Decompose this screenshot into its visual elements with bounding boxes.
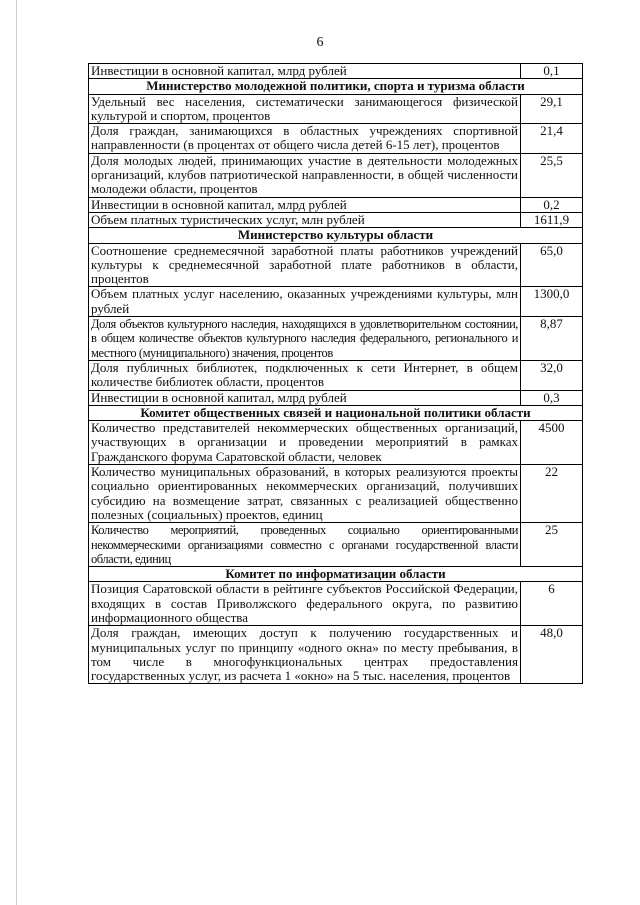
indicator-description: Доля граждан, занимающихся в областных учреждениях спортивной направленности (в процентах от общего числа детей 6-15 лет), процентов <box>89 124 521 154</box>
table-row <box>89 421 583 465</box>
indicators-table <box>88 63 583 684</box>
indicator-description: Инвестиции в основной капитал, млрд рублей <box>89 197 521 212</box>
indicator-value: 1300,0 <box>521 287 583 317</box>
indicator-value: 0,3 <box>521 390 583 405</box>
indicator-value: 1611,9 <box>521 212 583 227</box>
indicator-description: Количество муниципальных образований, в которых реализуются проекты социально ориентированных некоммерческих организаций, получивших субсидию на возмещение затрат, связанных с реализацией общественно полезных (социальных) проектов, единиц <box>89 465 521 523</box>
section-title: Комитет общественных связей и национальной политики области <box>89 405 583 420</box>
table-row <box>89 197 583 212</box>
table-row <box>89 212 583 227</box>
table-row <box>89 523 583 567</box>
section-header-row <box>89 405 583 420</box>
indicator-value: 25 <box>521 523 583 567</box>
table-row <box>89 582 583 626</box>
table-row <box>89 243 583 287</box>
table-row <box>89 465 583 523</box>
table-row <box>89 153 583 197</box>
indicator-value: 4500 <box>521 421 583 465</box>
table-row <box>89 287 583 317</box>
section-title: Министерство молодежной политики, спорта и туризма области <box>89 79 583 94</box>
indicator-description: Объем платных услуг населению, оказанных учреждениями культуры, млн рублей <box>89 287 521 317</box>
indicator-value: 65,0 <box>521 243 583 287</box>
section-header-row <box>89 79 583 94</box>
indicator-value: 25,5 <box>521 153 583 197</box>
indicator-value: 8,87 <box>521 317 583 361</box>
table-row <box>89 94 583 124</box>
indicator-description: Доля молодых людей, принимающих участие в деятельности молодежных организаций, клубов патриотической направленности, в общей численности молодежи области, процентов <box>89 153 521 197</box>
indicator-description: Позиция Саратовской области в рейтинге субъектов Российской Федерации, входящих в состав Приволжского федерального округа, по развитию информационного общества <box>89 582 521 626</box>
table-row <box>89 124 583 154</box>
section-header-row <box>89 567 583 582</box>
indicator-description: Удельный вес населения, систематически занимающегося физической культурой и спортом, процентов <box>89 94 521 124</box>
indicator-value: 32,0 <box>521 360 583 390</box>
table-row <box>89 626 583 684</box>
table-row <box>89 360 583 390</box>
indicator-value: 6 <box>521 582 583 626</box>
indicator-description: Доля объектов культурного наследия, находящихся в удовлетворительном состоянии, в общем количестве объектов культурного наследия федерального, регионального и местного (муниципального) значения, процентов <box>89 317 521 361</box>
indicator-description: Инвестиции в основной капитал, млрд рублей <box>89 64 521 79</box>
indicator-value: 0,1 <box>521 64 583 79</box>
indicator-description: Количество представителей некоммерческих общественных организаций, участвующих в организации и проведении мероприятий в рамках Гражданского форума Саратовской области, человек <box>89 421 521 465</box>
table-row <box>89 390 583 405</box>
section-title: Министерство культуры области <box>89 228 583 243</box>
table-row <box>89 317 583 361</box>
indicator-description: Доля граждан, имеющих доступ к получению государственных и муниципальных услуг по принципу «одного окна» по месту пребывания, в том числе в многофункциональных центрах предоставления государственных услуг, из расчета 1 «окно» на 5 тыс. населения, процентов <box>89 626 521 684</box>
section-header-row <box>89 228 583 243</box>
indicator-description: Объем платных туристических услуг, млн рублей <box>89 212 521 227</box>
table-row <box>89 64 583 79</box>
indicator-description: Доля публичных библиотек, подключенных к сети Интернет, в общем количестве библиотек области, процентов <box>89 360 521 390</box>
indicator-description: Инвестиции в основной капитал, млрд рублей <box>89 390 521 405</box>
indicator-value: 48,0 <box>521 626 583 684</box>
indicator-value: 29,1 <box>521 94 583 124</box>
indicator-description: Количество мероприятий, проведенных социально ориентированными некоммерческими организациями совместно с органами государственной власти области, единиц <box>89 523 521 567</box>
indicator-description: Соотношение среднемесячной заработной платы работников учреждений культуры к среднемесячной заработной плате работников в области, процентов <box>89 243 521 287</box>
indicator-value: 21,4 <box>521 124 583 154</box>
section-title: Комитет по информатизации области <box>89 567 583 582</box>
indicator-value: 22 <box>521 465 583 523</box>
indicator-value: 0,2 <box>521 197 583 212</box>
page-number: 6 <box>316 35 324 50</box>
scan-edge-line <box>16 0 17 905</box>
